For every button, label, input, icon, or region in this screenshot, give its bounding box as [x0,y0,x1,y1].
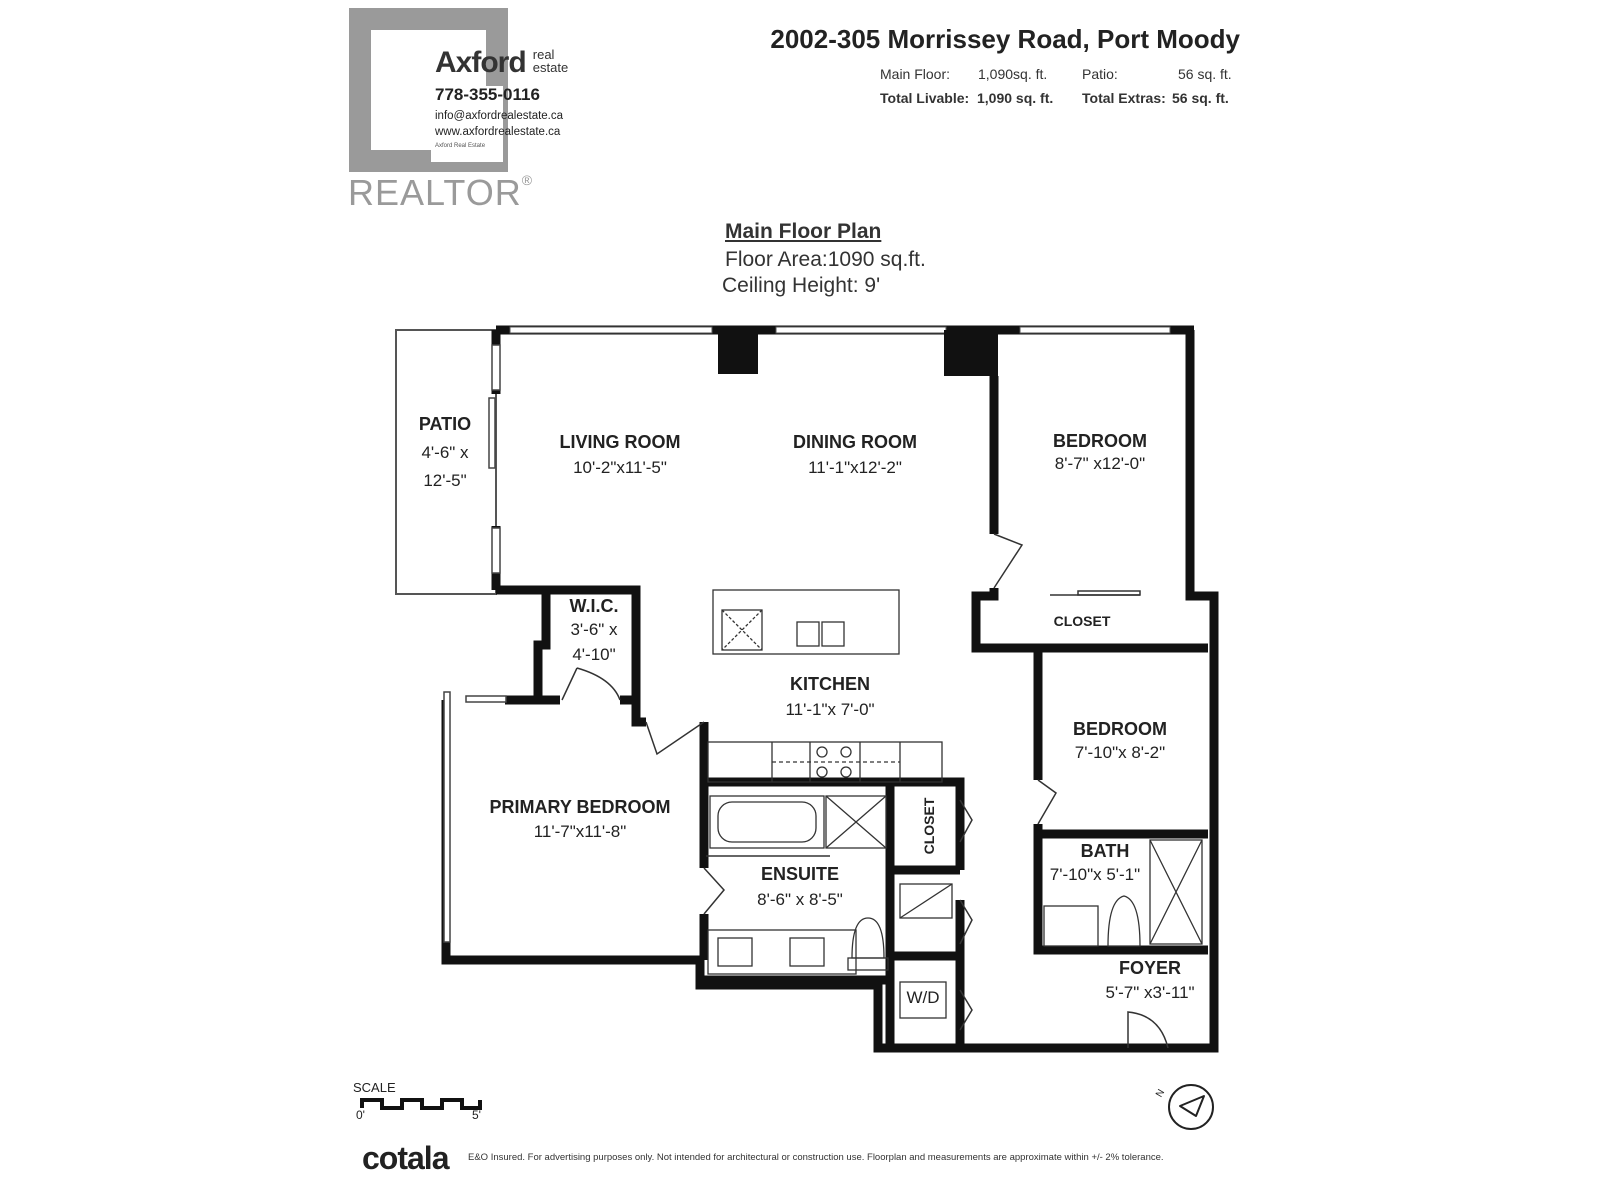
scale-bar [360,1096,484,1110]
plan-ceiling-height: Ceiling Height: 9' [722,274,881,297]
patio-value: 56 sq. ft. [1178,66,1232,82]
room-dim-dining: 11'-1"x12'-2" [808,458,902,477]
property-address: 2002-305 Morrissey Road, Port Moody [770,24,1240,54]
door [994,534,1022,588]
north-label: N [1154,1087,1168,1100]
realtor-wordmark: REALTOR® [348,172,534,213]
room-dim-primary-bedroom: 11'-7"x11'-8" [533,822,627,841]
north-arrow-icon [1166,1082,1216,1132]
room-dim-bedroom-2: 7'-10"x 8'-2" [1074,743,1166,762]
closet-slider-track [1078,591,1140,595]
room-name-patio: PATIO [418,414,472,434]
room-name-kitchen: KITCHEN [790,674,870,694]
total-extras-label: Total Extras: [1082,90,1166,106]
window [492,528,500,573]
brand-subtitle: real estate [532,47,569,75]
cooktop-island [722,610,762,650]
door [1038,780,1056,824]
room-dim-living: 10'-2"x11'-5" [573,458,667,477]
room-name-closet-2: CLOSET [921,797,937,855]
room-dim-bath: 7'-10"x 5'-1" [1049,865,1141,884]
window [444,692,450,942]
agent-email: info@axfordrealestate.ca [435,110,564,122]
cotala-logo: cotala [362,1140,449,1176]
column [944,330,998,376]
sink [797,622,819,646]
brand-name: Axford [435,46,526,79]
room-name-bath: BATH [1080,841,1130,861]
room-name-wic: W.I.C. [569,596,619,616]
total-livable-label: Total Livable: [880,90,970,106]
agent-website: www.axfordrealestate.ca [435,126,561,138]
room-name-bedroom-1: BEDROOM [1053,431,1147,451]
bath-sink [1044,906,1098,946]
main-floor-label: Main Floor: [880,66,951,82]
room-name-foyer: FOYER [1118,958,1181,978]
room-dim-wic-2: 4'-10" [572,645,616,664]
logo-small-text: Axford Real Estate [435,143,486,149]
room-name-closet-1: CLOSET [1053,613,1111,629]
door [562,668,620,700]
plan-floor-area: Floor Area:1090 sq.ft. [725,248,926,271]
door [646,722,704,754]
room-name-bedroom-2: BEDROOM [1073,719,1167,739]
room-name-wd: W/D [906,988,940,1007]
window [776,327,946,333]
room-dim-ensuite: 8'-6" x 8'-5" [757,890,843,909]
room-name-dining: DINING ROOM [793,432,917,452]
total-livable-value: 1,090 sq. ft. [977,90,1054,106]
disclaimer: E&O Insured. For advertising purposes only. Not intended for architectural or construction use. Floorplan and measurements are approximate within +/- 2% tolerance. [468,1152,1164,1163]
room-dim-patio-2: 12'-5" [423,471,467,490]
patio-label: Patio: [1082,66,1118,82]
room-name-primary-bedroom: PRIMARY BEDROOM [489,797,671,817]
room-dim-foyer: 5'-7" x3'-11" [1105,983,1195,1002]
room-dim-wic-1: 3'-6" x [570,620,618,639]
entry-door [1128,1012,1168,1048]
scale-end: 5' [472,1108,481,1122]
room-dim-bedroom-1: 8'-7" x12'-0" [1054,454,1146,473]
sink [822,622,844,646]
room-dim-patio-1: 4'-6" x [421,443,469,462]
column [718,330,758,374]
main-floor-value: 1,090sq. ft. [978,66,1048,82]
agent-phone: 778-355-0116 [435,85,540,104]
window [1020,327,1170,333]
scale-start: 0' [356,1108,365,1122]
room-dim-kitchen: 11'-1"x 7'-0" [785,700,875,719]
plan-title: Main Floor Plan [725,220,882,243]
bathtub [710,796,824,848]
room-name-ensuite: ENSUITE [760,864,839,884]
window [492,345,500,390]
toilet [1108,896,1140,946]
scale-label: SCALE [353,1080,396,1095]
room-name-living: LIVING ROOM [559,432,681,452]
window [510,327,712,333]
vanity [708,930,856,974]
window [466,696,506,702]
toilet [852,918,884,958]
total-extras-value: 56 sq. ft. [1172,90,1229,106]
wall [496,590,546,700]
